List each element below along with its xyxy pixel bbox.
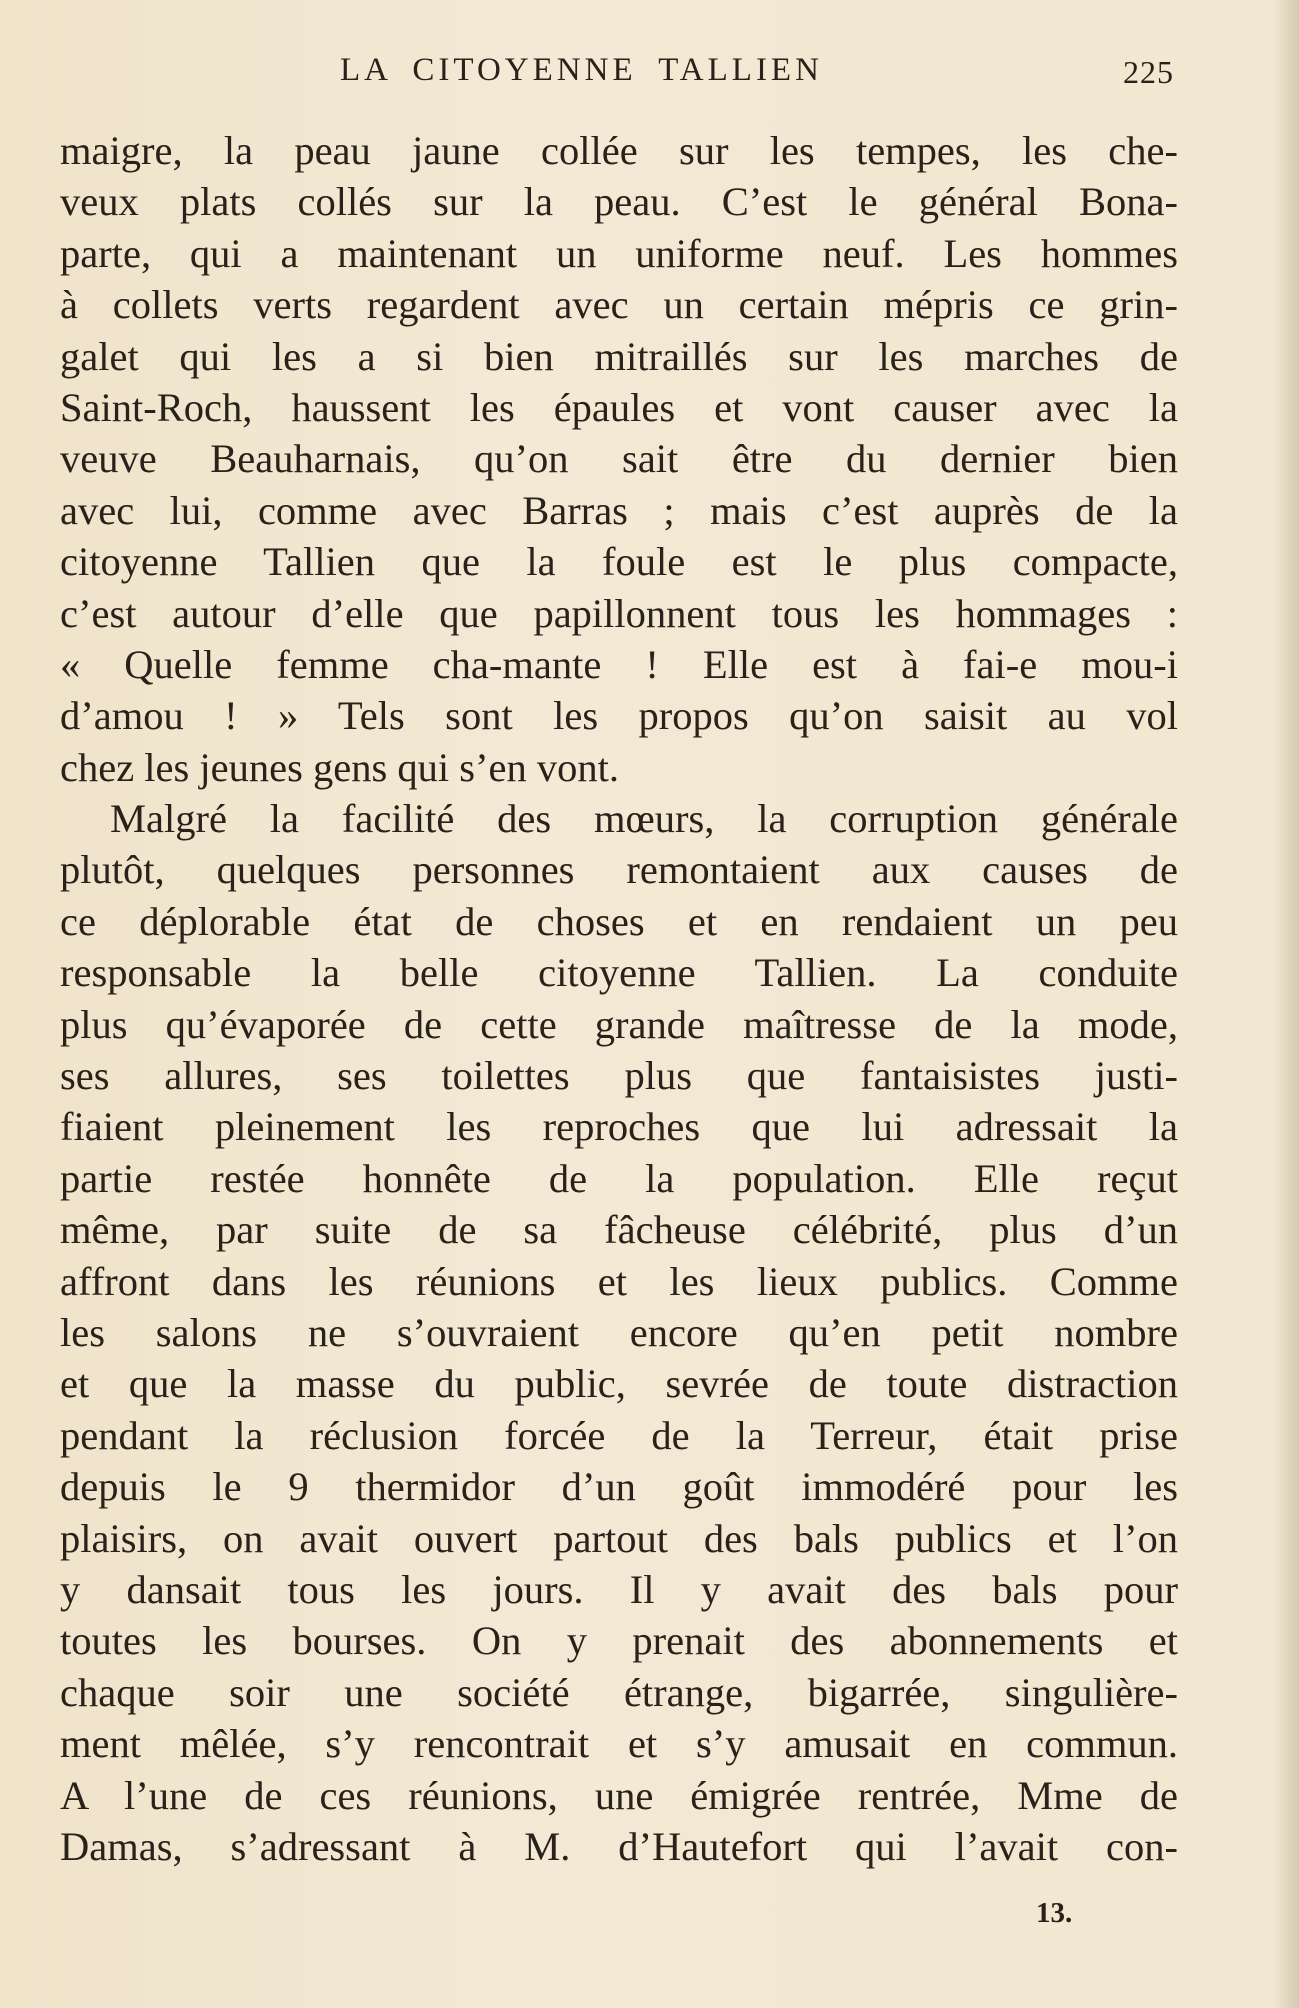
text-line: d’amou ! » Tels sont les propos qu’on saisit au vol bbox=[60, 693, 1178, 739]
running-title: LA CITOYENNE TALLIEN bbox=[340, 52, 823, 88]
text-line: à collets verts regardent avec un certain mépris ce grin- bbox=[60, 282, 1178, 328]
page-edge-shadow bbox=[1273, 0, 1299, 2008]
text-line: Damas, s’adressant à M. d’Hautefort qui l’avait con- bbox=[60, 1823, 1178, 1869]
text-line: affront dans les réunions et les lieux publics. Comme bbox=[60, 1258, 1178, 1304]
text-line: plutôt, quelques personnes remontaient aux causes de bbox=[60, 847, 1178, 893]
text-line: c’est autour d’elle que papillonnent tous les hommages : bbox=[60, 590, 1178, 636]
text-line: veux plats collés sur la peau. C’est le général Bona- bbox=[60, 179, 1178, 225]
text-line: plus qu’évaporée de cette grande maîtresse de la mode, bbox=[60, 1001, 1178, 1047]
text-line: et que la masse du public, sevrée de toute distraction bbox=[60, 1361, 1178, 1407]
text-line: maigre, la peau jaune collée sur les tempes, les che- bbox=[60, 128, 1178, 173]
text-line: parte, qui a maintenant un uniforme neuf. Les hommes bbox=[60, 230, 1178, 276]
text-line: galet qui les a si bien mitraillés sur les marches de bbox=[60, 333, 1178, 379]
text-line: partie restée honnête de la population. Elle reçut bbox=[60, 1155, 1178, 1201]
signature-mark: 13. bbox=[1036, 1897, 1073, 1929]
text-line: avec lui, comme avec Barras ; mais c’est auprès de la bbox=[60, 487, 1178, 533]
page-number: 225 bbox=[1123, 54, 1174, 90]
text-line: responsable la belle citoyenne Tallien. La conduite bbox=[60, 950, 1178, 996]
body-text bbox=[60, 125, 1178, 1872]
text-line: depuis le 9 thermidor d’un goût immodéré pour les bbox=[60, 1464, 1178, 1510]
text-line: pendant la réclusion forcée de la Terreur, était prise bbox=[60, 1412, 1178, 1458]
text-line: toutes les bourses. On y prenait des abonnements et bbox=[60, 1618, 1178, 1664]
text-line: y dansait tous les jours. Il y avait des bals pour bbox=[60, 1566, 1178, 1612]
text-line: A l’une de ces réunions, une émigrée rentrée, Mme de bbox=[60, 1772, 1178, 1818]
text-line: citoyenne Tallien que la foule est le plus compacte, bbox=[60, 539, 1178, 585]
text-line: ce déplorable état de choses et en rendaient un peu bbox=[60, 898, 1178, 944]
text-line: Saint-Roch, haussent les épaules et vont causer avec la bbox=[60, 384, 1178, 430]
text-line: « Quelle femme cha-mante ! Elle est à fai-e mou-i bbox=[60, 641, 1178, 687]
text-line: ment mêlée, s’y rencontrait et s’y amusait en commun. bbox=[60, 1721, 1178, 1767]
text-line: fiaient pleinement les reproches que lui adressait la bbox=[60, 1104, 1178, 1150]
text-line: même, par suite de sa fâcheuse célébrité, plus d’un bbox=[60, 1207, 1178, 1253]
paragraph-end-line: chez les jeunes gens qui s’en vont. bbox=[60, 744, 619, 790]
text-line: ses allures, ses toilettes plus que fantaisistes justi- bbox=[60, 1053, 1178, 1099]
text-line: veuve Beauharnais, qu’on sait être du dernier bien bbox=[60, 436, 1178, 482]
text-line: chaque soir une société étrange, bigarrée, singulière- bbox=[60, 1669, 1178, 1715]
text-line: les salons ne s’ouvraient encore qu’en petit nombre bbox=[60, 1309, 1178, 1355]
paragraph-start-line: Malgré la facilité des mœurs, la corruption générale bbox=[110, 796, 1178, 842]
text-line: plaisirs, on avait ouvert partout des bals publics et l’on bbox=[60, 1515, 1178, 1561]
